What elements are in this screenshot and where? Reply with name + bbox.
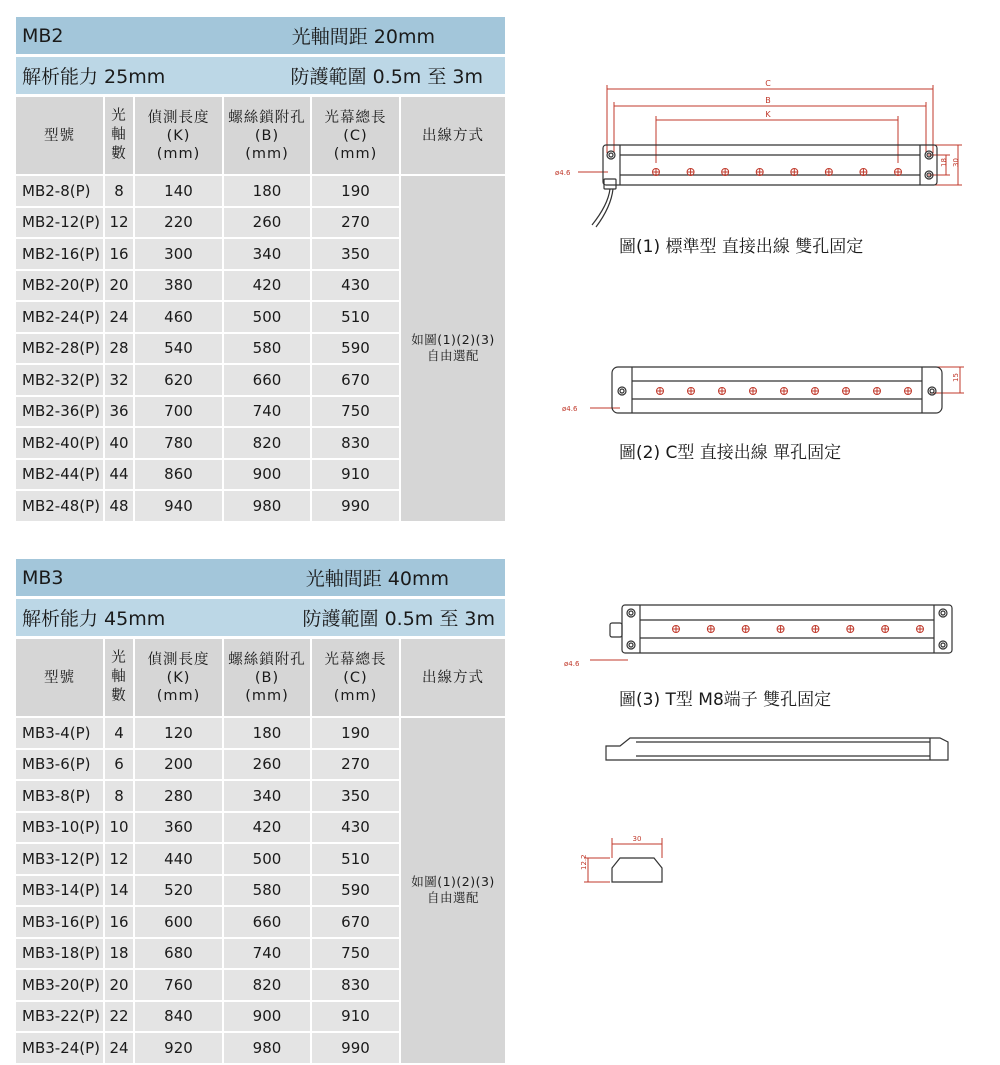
figure-2-caption: 圖(2) C型 直接出線 單孔固定: [619, 443, 842, 463]
axes-cell: 22: [105, 1002, 135, 1034]
axes-cell: 16: [105, 239, 135, 271]
k-cell: 460: [135, 302, 224, 334]
dim-k-label: K: [765, 110, 771, 119]
dim-18-label: 18: [940, 158, 948, 167]
k-cell: 760: [135, 970, 224, 1002]
mb3-spec-table: [16, 639, 505, 1065]
table-row: [16, 176, 505, 208]
side-view-drawing: [600, 730, 960, 770]
mb2-spacing: 光軸間距 20mm: [291, 26, 435, 48]
mb2-title-bar: [16, 17, 505, 57]
b-cell: 340: [224, 781, 312, 813]
model-cell: MB2-28(P): [16, 334, 105, 366]
hole-label-2: ø4.6: [562, 405, 578, 413]
axes-cell: 8: [105, 781, 135, 813]
model-cell: MB3-16(P): [16, 907, 105, 939]
mb2-resolution: 解析能力 25mm: [22, 66, 166, 88]
dim-w30-label: 30: [632, 835, 642, 843]
mb3-subtitle-bar: [16, 599, 505, 639]
col-k-header: 偵測長度 (K) (mm): [135, 639, 224, 718]
k-cell: 860: [135, 460, 224, 492]
axes-cell: 14: [105, 876, 135, 908]
k-cell: 280: [135, 781, 224, 813]
mb3-header-row: [16, 639, 505, 718]
dim-30-label: 30: [952, 158, 960, 167]
col-axes-header: 光 軸 數: [105, 97, 135, 176]
model-cell: MB3-12(P): [16, 844, 105, 876]
c-cell: 510: [312, 302, 401, 334]
b-cell: 900: [224, 1002, 312, 1034]
b-cell: 260: [224, 208, 312, 240]
axes-cell: 6: [105, 750, 135, 782]
axes-cell: 10: [105, 813, 135, 845]
axes-cell: 20: [105, 970, 135, 1002]
k-cell: 220: [135, 208, 224, 240]
c-cell: 830: [312, 970, 401, 1002]
axes-cell: 40: [105, 428, 135, 460]
model-cell: MB2-8(P): [16, 176, 105, 208]
model-cell: MB3-18(P): [16, 939, 105, 971]
mb2-range: 防護範圍 0.5m 至 3m: [290, 66, 483, 88]
c-cell: 670: [312, 907, 401, 939]
b-cell: 500: [224, 844, 312, 876]
col-c-header: 光幕總長 (C) (mm): [312, 97, 401, 176]
model-cell: MB2-32(P): [16, 365, 105, 397]
k-cell: 540: [135, 334, 224, 366]
k-cell: 600: [135, 907, 224, 939]
axes-cell: 12: [105, 208, 135, 240]
c-cell: 270: [312, 750, 401, 782]
col-b-header: 螺絲鎖附孔 (B) (mm): [224, 639, 312, 718]
b-cell: 420: [224, 271, 312, 303]
model-cell: MB3-6(P): [16, 750, 105, 782]
c-cell: 830: [312, 428, 401, 460]
model-cell: MB2-48(P): [16, 491, 105, 523]
c-cell: 990: [312, 1033, 401, 1065]
axes-cell: 36: [105, 397, 135, 429]
axes-cell: 4: [105, 718, 135, 750]
model-cell: MB2-12(P): [16, 208, 105, 240]
c-cell: 510: [312, 844, 401, 876]
b-cell: 740: [224, 397, 312, 429]
figure-1-drawing: [550, 75, 980, 235]
k-cell: 920: [135, 1033, 224, 1065]
k-cell: 780: [135, 428, 224, 460]
c-cell: 750: [312, 939, 401, 971]
col-k-header: 偵測長度 (K) (mm): [135, 97, 224, 176]
mb2-title: MB2: [22, 24, 64, 47]
b-cell: 340: [224, 239, 312, 271]
figure-3-drawing: [560, 600, 980, 670]
dim-12-label: 12.2: [580, 854, 588, 870]
c-cell: 910: [312, 460, 401, 492]
k-cell: 620: [135, 365, 224, 397]
mb3-table-body: [16, 718, 505, 1065]
k-cell: 520: [135, 876, 224, 908]
c-cell: 350: [312, 239, 401, 271]
k-cell: 940: [135, 491, 224, 523]
mb2-spec-block: [16, 17, 505, 523]
c-cell: 350: [312, 781, 401, 813]
hole-label: ø4.6: [555, 169, 571, 177]
c-cell: 910: [312, 1002, 401, 1034]
b-cell: 660: [224, 365, 312, 397]
table-row: [16, 718, 505, 750]
axes-cell: 32: [105, 365, 135, 397]
mb3-spacing: 光軸間距 40mm: [305, 568, 449, 590]
mb3-title: MB3: [22, 566, 64, 589]
model-cell: MB3-24(P): [16, 1033, 105, 1065]
axes-cell: 16: [105, 907, 135, 939]
model-cell: MB3-14(P): [16, 876, 105, 908]
col-method-header: 出線方式: [401, 97, 505, 176]
c-cell: 270: [312, 208, 401, 240]
k-cell: 140: [135, 176, 224, 208]
axes-cell: 48: [105, 491, 135, 523]
model-cell: MB3-20(P): [16, 970, 105, 1002]
figure-2-drawing: [560, 355, 980, 425]
mb2-header-row: [16, 97, 505, 176]
b-cell: 740: [224, 939, 312, 971]
model-cell: MB2-36(P): [16, 397, 105, 429]
b-cell: 580: [224, 334, 312, 366]
c-cell: 430: [312, 271, 401, 303]
dim-c-label: C: [765, 79, 771, 88]
b-cell: 580: [224, 876, 312, 908]
c-cell: 590: [312, 334, 401, 366]
k-cell: 440: [135, 844, 224, 876]
axes-cell: 24: [105, 1033, 135, 1065]
model-cell: MB2-40(P): [16, 428, 105, 460]
mb3-title-bar: [16, 559, 505, 599]
figure-1-caption: 圖(1) 標準型 直接出線 雙孔固定: [619, 237, 864, 257]
c-cell: 670: [312, 365, 401, 397]
mb2-spec-table: [16, 97, 505, 523]
hole-label-3: ø4.6: [564, 660, 580, 668]
axes-cell: 8: [105, 176, 135, 208]
b-cell: 180: [224, 176, 312, 208]
mb3-range: 防護範圍 0.5m 至 3m: [302, 608, 495, 630]
dim-15-label: 15: [952, 373, 960, 382]
model-cell: MB2-16(P): [16, 239, 105, 271]
c-cell: 750: [312, 397, 401, 429]
mb3-resolution: 解析能力 45mm: [22, 608, 166, 630]
b-cell: 500: [224, 302, 312, 334]
col-c-header: 光幕總長 (C) (mm): [312, 639, 401, 718]
b-cell: 180: [224, 718, 312, 750]
fig2-lenses: [657, 388, 912, 395]
method-cell: 如圖(1)(2)(3) 自由選配: [401, 176, 505, 523]
method-cell: 如圖(1)(2)(3) 自由選配: [401, 718, 505, 1065]
col-axes-header: 光 軸 數: [105, 639, 135, 718]
figure-3-caption: 圖(3) T型 M8端子 雙孔固定: [619, 690, 832, 710]
model-cell: MB2-44(P): [16, 460, 105, 492]
b-cell: 980: [224, 491, 312, 523]
b-cell: 820: [224, 970, 312, 1002]
b-cell: 660: [224, 907, 312, 939]
b-cell: 420: [224, 813, 312, 845]
c-cell: 190: [312, 176, 401, 208]
mb2-table-body: [16, 176, 505, 523]
c-cell: 430: [312, 813, 401, 845]
fig3-lenses: [673, 626, 924, 633]
c-cell: 190: [312, 718, 401, 750]
k-cell: 680: [135, 939, 224, 971]
axes-cell: 12: [105, 844, 135, 876]
b-cell: 260: [224, 750, 312, 782]
mb3-spec-block: [16, 559, 505, 1065]
b-cell: 820: [224, 428, 312, 460]
model-cell: MB3-10(P): [16, 813, 105, 845]
c-cell: 990: [312, 491, 401, 523]
mb2-subtitle-bar: [16, 57, 505, 97]
model-cell: MB3-8(P): [16, 781, 105, 813]
c-cell: 590: [312, 876, 401, 908]
k-cell: 700: [135, 397, 224, 429]
axes-cell: 28: [105, 334, 135, 366]
col-model-header: 型號: [16, 639, 105, 718]
k-cell: 360: [135, 813, 224, 845]
model-cell: MB2-20(P): [16, 271, 105, 303]
axes-cell: 44: [105, 460, 135, 492]
k-cell: 120: [135, 718, 224, 750]
model-cell: MB3-4(P): [16, 718, 105, 750]
axes-cell: 18: [105, 939, 135, 971]
cross-section-drawing: [570, 832, 680, 892]
k-cell: 380: [135, 271, 224, 303]
col-b-header: 螺絲鎖附孔 (B) (mm): [224, 97, 312, 176]
b-cell: 980: [224, 1033, 312, 1065]
k-cell: 200: [135, 750, 224, 782]
col-model-header: 型號: [16, 97, 105, 176]
k-cell: 840: [135, 1002, 224, 1034]
k-cell: 300: [135, 239, 224, 271]
axes-cell: 24: [105, 302, 135, 334]
dim-b-label: B: [765, 96, 771, 105]
axes-cell: 20: [105, 271, 135, 303]
b-cell: 900: [224, 460, 312, 492]
col-method-header: 出線方式: [401, 639, 505, 718]
model-cell: MB2-24(P): [16, 302, 105, 334]
model-cell: MB3-22(P): [16, 1002, 105, 1034]
